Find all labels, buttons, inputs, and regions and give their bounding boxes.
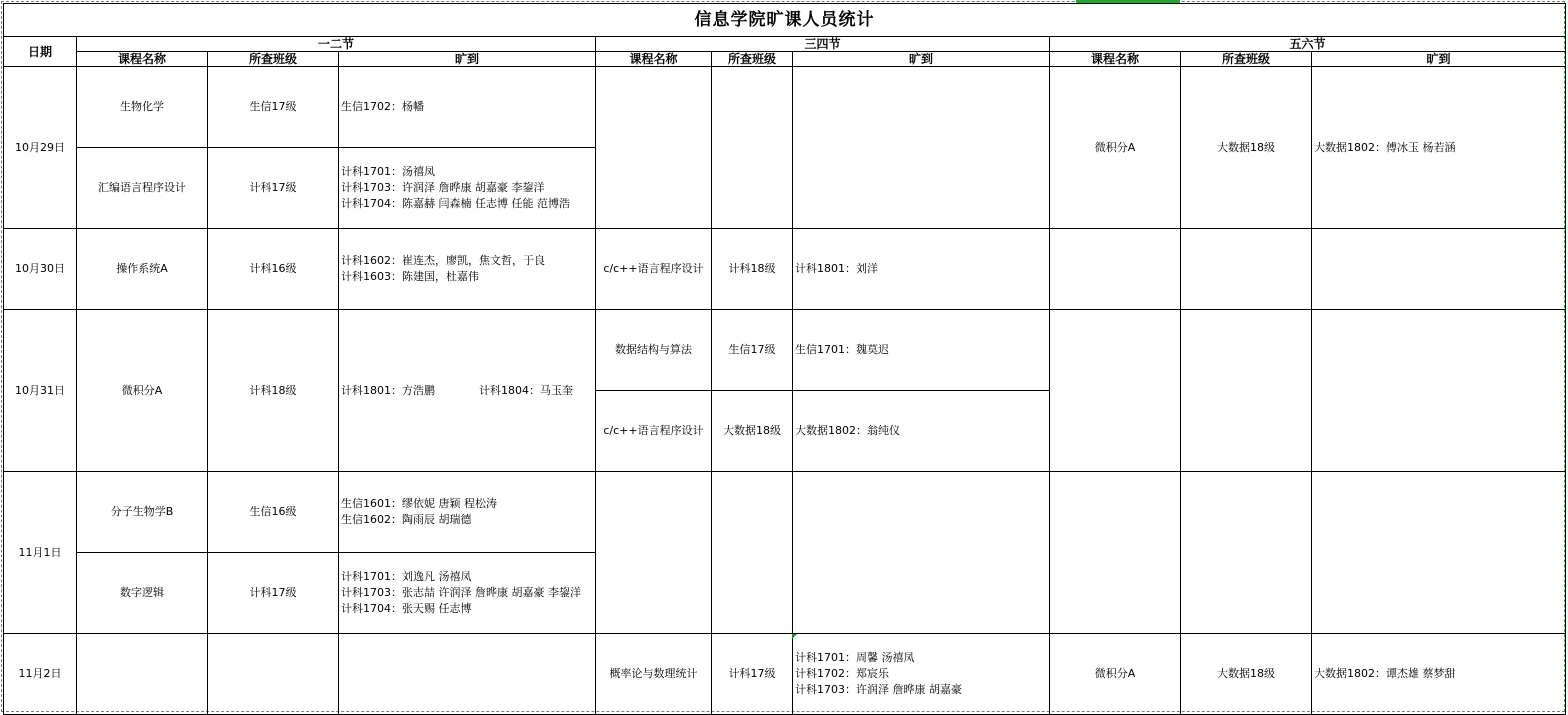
empty-cell[interactable] (1181, 229, 1312, 310)
class-cell[interactable]: 生信17级 (208, 67, 339, 148)
header-absent[interactable]: 旷到 (1312, 52, 1566, 67)
absent-cell[interactable]: 大数据1802：傅冰玉 杨若涵 (1312, 67, 1566, 229)
empty-cell[interactable] (596, 67, 712, 229)
empty-cell[interactable] (1181, 472, 1312, 634)
absent-cell[interactable]: 生信1702：杨幡 (339, 67, 596, 148)
absent-entry: 计科1804：马玉奎 (479, 383, 573, 397)
header-period-34[interactable]: 三四节 (596, 37, 1050, 52)
course-cell[interactable]: 生物化学 (77, 67, 208, 148)
date-cell[interactable]: 10月29日 (4, 67, 77, 229)
empty-cell[interactable] (793, 67, 1050, 229)
empty-cell[interactable] (712, 472, 793, 634)
course-cell[interactable]: 微积分A (77, 310, 208, 472)
absent-cell[interactable] (339, 310, 596, 472)
empty-cell[interactable] (1050, 310, 1181, 472)
header-class[interactable]: 所查班级 (1181, 52, 1312, 67)
class-cell[interactable]: 计科16级 (208, 229, 339, 310)
class-cell[interactable]: 计科18级 (712, 229, 793, 310)
absence-table (3, 3, 1566, 715)
class-cell[interactable]: 大数据18级 (1181, 67, 1312, 229)
course-cell[interactable]: c/c++语言程序设计 (596, 229, 712, 310)
absent-cell[interactable]: 计科1701：周馨 汤禧凤 计科1702：郑宸乐 计科1703：许润泽 詹晔康 胡嘉豪 (793, 634, 1050, 715)
absent-cell[interactable]: 计科1801：刘洋 (793, 229, 1050, 310)
empty-cell[interactable] (1312, 472, 1566, 634)
header-period-12[interactable]: 一二节 (77, 37, 596, 52)
header-course[interactable]: 课程名称 (596, 52, 712, 67)
class-cell[interactable]: 计科17级 (208, 148, 339, 229)
header-absent[interactable]: 旷到 (793, 52, 1050, 67)
header-class[interactable]: 所查班级 (208, 52, 339, 67)
absent-cell[interactable]: 计科1602：崔连杰，廖凯，焦文哲，于良 计科1603：陈建国，杜嘉伟 (339, 229, 596, 310)
header-class[interactable]: 所查班级 (712, 52, 793, 67)
course-cell[interactable]: 操作系统A (77, 229, 208, 310)
class-cell[interactable]: 大数据18级 (712, 391, 793, 472)
empty-cell[interactable] (793, 472, 1050, 634)
date-cell[interactable]: 10月31日 (4, 310, 77, 472)
class-cell[interactable]: 计科17级 (208, 553, 339, 634)
class-cell[interactable]: 大数据18级 (1181, 634, 1312, 715)
empty-cell[interactable] (1312, 229, 1566, 310)
course-cell[interactable]: 微积分A (1050, 67, 1181, 229)
absent-cell[interactable]: 大数据1802：翁纯仪 (793, 391, 1050, 472)
empty-cell[interactable] (1312, 310, 1566, 472)
empty-cell[interactable] (712, 67, 793, 229)
course-cell[interactable]: 微积分A (1050, 634, 1181, 715)
header-period-56[interactable]: 五六节 (1050, 37, 1566, 52)
absent-cell[interactable]: 大数据1802：谭杰雄 蔡梦甜 (1312, 634, 1566, 715)
class-cell[interactable]: 计科18级 (208, 310, 339, 472)
date-cell[interactable]: 10月30日 (4, 229, 77, 310)
class-cell[interactable]: 计科17级 (712, 634, 793, 715)
absent-cell[interactable]: 计科1701：刘逸凡 汤禧凤 计科1703：张志喆 许润泽 詹晔康 胡嘉豪 李鋆洋 计科1704：张天赐 任志博 (339, 553, 596, 634)
comment-indicator-icon (792, 634, 797, 639)
course-cell[interactable]: 概率论与数理统计 (596, 634, 712, 715)
empty-cell[interactable] (1181, 310, 1312, 472)
class-cell[interactable]: 生信16级 (208, 472, 339, 553)
date-cell[interactable]: 11月2日 (4, 634, 77, 715)
empty-cell[interactable] (208, 634, 339, 715)
class-cell[interactable]: 生信17级 (712, 310, 793, 391)
empty-cell[interactable] (1050, 229, 1181, 310)
date-cell[interactable]: 11月1日 (4, 472, 77, 634)
header-absent[interactable]: 旷到 (339, 52, 596, 67)
absent-cell[interactable]: 生信1601：缪依妮 唐颖 程松涛 生信1602：陶雨辰 胡瑞德 (339, 472, 596, 553)
absent-entry: 计科1801：方浩鹏 (341, 383, 435, 397)
course-cell[interactable]: 数据结构与算法 (596, 310, 712, 391)
course-cell[interactable]: 汇编语言程序设计 (77, 148, 208, 229)
course-cell[interactable]: 数字逻辑 (77, 553, 208, 634)
sheet-title[interactable]: 信息学院旷课人员统计 (4, 4, 1566, 37)
empty-cell[interactable] (1050, 472, 1181, 634)
header-date[interactable]: 日期 (4, 37, 77, 67)
empty-cell[interactable] (77, 634, 208, 715)
empty-cell[interactable] (596, 472, 712, 634)
course-cell[interactable]: c/c++语言程序设计 (596, 391, 712, 472)
header-course[interactable]: 课程名称 (77, 52, 208, 67)
absent-cell[interactable]: 生信1701：魏莫迟 (793, 310, 1050, 391)
empty-cell[interactable] (339, 634, 596, 715)
absent-cell[interactable]: 计科1701：汤禧凤 计科1703：许润泽 詹晔康 胡嘉豪 李鋆洋 计科1704：陈嘉赫 闫森楠 任志博 任能 范博浩 (339, 148, 596, 229)
course-cell[interactable]: 分子生物学B (77, 472, 208, 553)
header-course[interactable]: 课程名称 (1050, 52, 1181, 67)
